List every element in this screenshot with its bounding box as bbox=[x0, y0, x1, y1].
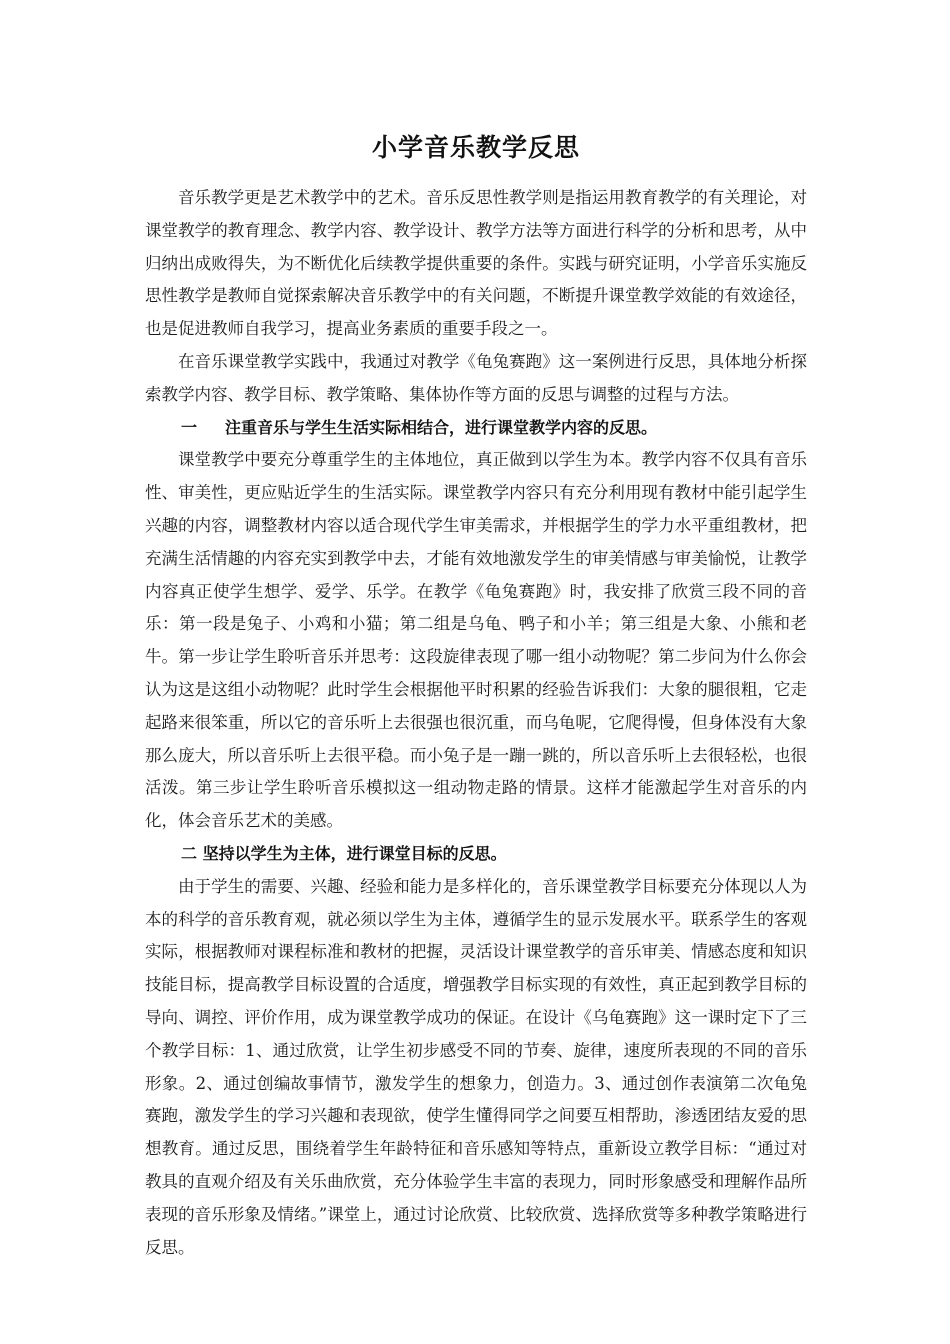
document-title: 小学音乐教学反思 bbox=[371, 133, 580, 162]
section-heading-2: 二 坚持以学生为主体，进行课堂目标的反思。 bbox=[181, 843, 507, 863]
section-heading-1-text: 注重音乐与学生生活实际相结合，进行课堂教学内容的反思。 bbox=[225, 417, 658, 437]
paragraph-case: 在音乐课堂教学实践中，我通过对教学《龟兔赛跑》这一案例进行反思，具体地分析探索教学内容、教学目标、教学策略、集体协作等方面的反思与调整的过程与方法。 bbox=[145, 351, 807, 404]
paragraph-goal-reflection: 由于学生的需要、兴趣、经验和能力是多样化的，音乐课堂教学目标要充分体现以人为本的科学的音乐教育观，就必须以学生为主体，遵循学生的显示发展水平。联系学生的客观实际，根据教师对课程标准和教材的把握，灵活设计课堂教学的音乐审美、情感态度和知识技能目标，提高教学目标设置的合适度，增强教学目标实现的有效性，真正起到教学目标的导向、调控、评价作用，成为课堂教学成功的保证。在设计《乌龟赛跑》这一课时定下了三个教学目标：1、通过欣赏，让学生初步感受不同的节奏、旋律，速度所表现的不同的音乐形象。2、通过创编故事情节，激发学生的想象力，创造力。3、通过创作表演第二次龟兔赛跑，激发学生的学习兴趣和表现欲，使学生懂得同学之间要互相帮助，渗透团结友爱的思想教育。通过反思，围绕着学生年龄特征和音乐感知等特点，重新设立教学目标：“通过对教具的直观介绍及有关乐曲欣赏，充分体验学生丰富的表现力，同时形象感受和理解作品所表现的音乐形象及情绪。”课堂上，通过讨论欣赏、比较欣赏、选择欣赏等多种教学策略进行反思。 bbox=[145, 876, 807, 1257]
paragraph-content-reflection: 课堂教学中要充分尊重学生的主体地位，真正做到以学生为本。教学内容不仅具有音乐性、审美性，更应贴近学生的生活实际。课堂教学内容只有充分利用现有教材中能引起学生兴趣的内容，调整教材内容以适合现代学生审美需求，并根据学生的学力水平重组教材，把充满生活情趣的内容充实到教学中去，才能有效地激发学生的审美情感与审美愉悦，让教学内容真正使学生想学、爱学、乐学。在教学《龟兔赛跑》时，我安排了欣赏三段不同的音乐：第一段是兔子、小鸡和小猫；第二组是乌龟、鸭子和小羊；第三组是大象、小熊和老牛。第一步让学生聆听音乐并思考：这段旋律表现了哪一组小动物呢？第二步问为什么你会认为这是这组小动物呢？此时学生会根据他平时积累的经验告诉我们：大象的腿很粗，它走起路来很笨重，所以它的音乐听上去很强也很沉重，而乌龟呢，它爬得慢，但身体没有大象那么庞大，所以音乐听上去很平稳。而小兔子是一蹦一跳的，所以音乐听上去很轻松，也很活泼。第三步让学生聆听音乐模拟这一组动物走路的情景。这样才能激起学生对音乐的内化，体会音乐艺术的美感。 bbox=[145, 450, 807, 831]
paragraph-intro: 音乐教学更是艺术教学中的艺术。音乐反思性教学则是指运用教育教学的有关理论，对课堂教学的教育理念、教学内容、教学设计、教学方法等方面进行科学的分析和思考，从中归纳出成败得失，为不断优化后续教学提供重要的条件。实践与研究证明，小学音乐实施反思性教学是教师自觉探索解决音乐教学中的有关问题，不断提升课堂教学效能的有效途径，也是促进教师自我学习，提高业务素质的重要手段之一。 bbox=[145, 188, 807, 339]
document-page bbox=[145, 128, 807, 1264]
section-heading-1 bbox=[145, 412, 807, 445]
section-heading-1-number: 一 bbox=[181, 417, 198, 437]
